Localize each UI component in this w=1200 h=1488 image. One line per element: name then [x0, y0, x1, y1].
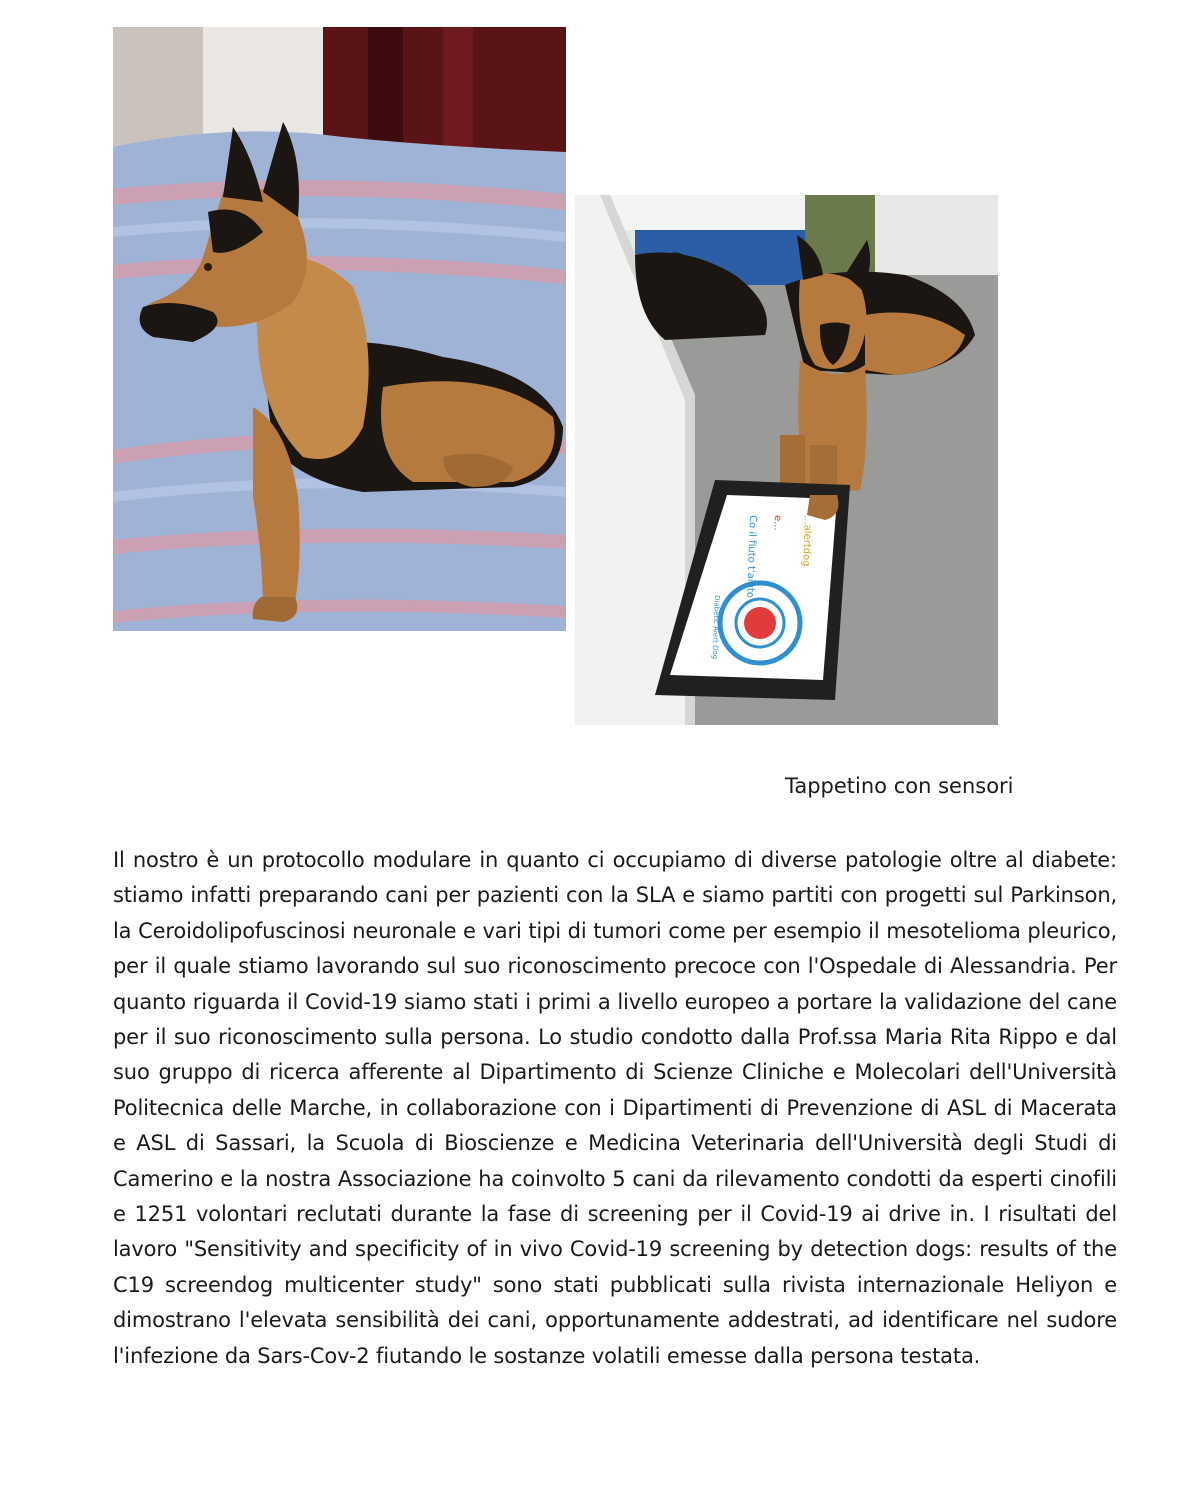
dog-on-sofa-photo [113, 27, 566, 631]
mat-logo-text-1: Co il fiuto t'aiuto [744, 514, 758, 599]
photo-caption: Tappetino con sensori [785, 774, 1014, 798]
dog-on-sofa-illustration [113, 27, 566, 631]
dog-with-mat-illustration [575, 195, 998, 725]
dog-with-sensor-mat-photo [575, 195, 998, 725]
body-paragraph: Il nostro è un protocollo modulare in quanto ci occupiamo di diverse patologie oltre al diabete: stiamo infatti preparando cani per pazienti con la SLA e siamo partiti con progetti sul Parkinson, la Ceroidolipofuscinosi neuronale e vari tipi di tumori come per esempio il mesotelioma pleurico, per il quale stiamo lavorando sul suo riconoscimento precoce con l'Ospedale di Alessandria. Per quanto riguarda il Covid-19 siamo stati i primi a livello europeo a portare la validazione del cane per il suo riconoscimento sulla persona. Lo studio condotto dalla Prof.ssa Maria Rita Rippo e dal suo gruppo di ricerca afferente al Dipartimento di Scienze Cliniche e Molecolari dell'Università Politecnica delle Marche, in collaborazione con i Dipartimenti di Prevenzione di ASL di Macerata e ASL di Sassari, la Scuola di Bioscienze e Medicina Veterinaria dell'Università degli Studi di Camerino e la nostra Associazione ha coinvolto 5 cani da rilevamento condotti da esperti cinofili e 1251 volontari reclutati durante la fase di screening per il Covid-19 ai drive in. I risultati del lavoro "Sensitivity and specificity of in vivo Covid-19 screening by detection dogs: results of the C19 screendog multicenter study" sono stati pubblicati sulla rivista internazionale Heliyon e dimostrano l'elevata sensibilità dei cani, opportunamente addestrati, ad identificare nel sudore l'infezione da Sars-Cov-2 fiutando le sostanze volatili emesse dalla persona testata. [113, 848, 1117, 1368]
mat-logo-text-3: ...alertdog [800, 514, 813, 567]
mat-logo-text-2: e... [771, 514, 783, 531]
mat-logo-text-4: Diabetic Alert Dog [710, 594, 721, 660]
